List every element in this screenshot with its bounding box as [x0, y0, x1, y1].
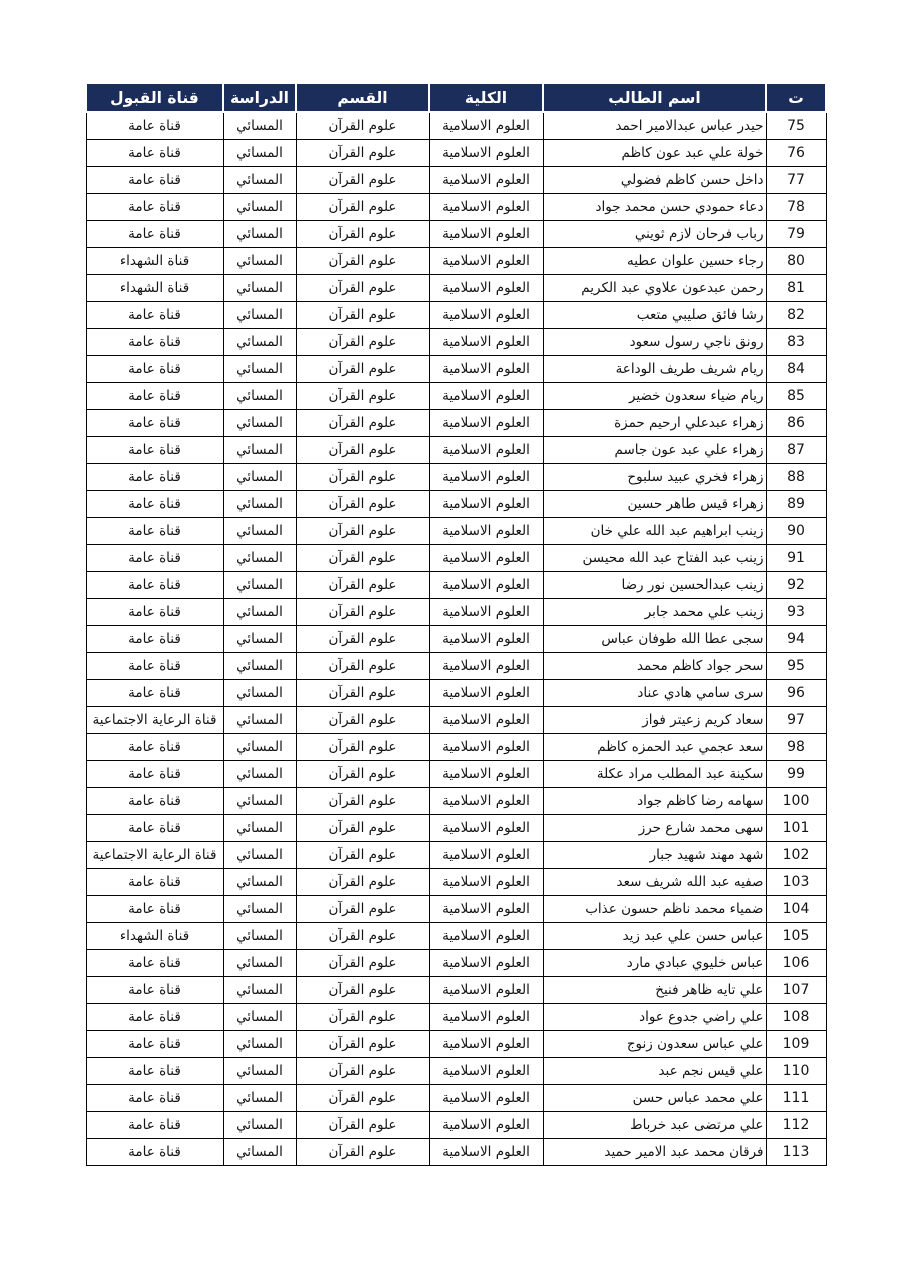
cell-student-name: دعاء حمودي حسن محمد جواد [543, 194, 766, 221]
table-row [86, 329, 826, 356]
table-row [86, 464, 826, 491]
cell-college: العلوم الاسلامية [429, 437, 543, 464]
table-row [86, 1139, 826, 1166]
cell-study-type: المسائي [223, 518, 296, 545]
table-header [86, 83, 826, 112]
cell-study-type: المسائي [223, 302, 296, 329]
cell-department: علوم القرآن [296, 734, 429, 761]
table-row [86, 761, 826, 788]
cell-department: علوم القرآن [296, 1112, 429, 1139]
cell-student-name: ريام ضياء سعدون خضير [543, 383, 766, 410]
cell-admission-channel: قناة عامة [86, 545, 223, 572]
cell-study-type: المسائي [223, 221, 296, 248]
header-cell-number: ت [766, 83, 826, 112]
cell-student-name: رشا فائق صليبي متعب [543, 302, 766, 329]
cell-college: العلوم الاسلامية [429, 1004, 543, 1031]
table-row [86, 221, 826, 248]
cell-college: العلوم الاسلامية [429, 599, 543, 626]
table-row [86, 734, 826, 761]
cell-college: العلوم الاسلامية [429, 950, 543, 977]
cell-department: علوم القرآن [296, 545, 429, 572]
cell-student-name: سكينة عبد المطلب مراد عكلة [543, 761, 766, 788]
cell-study-type: المسائي [223, 896, 296, 923]
cell-admission-channel: قناة عامة [86, 761, 223, 788]
table-row [86, 140, 826, 167]
cell-student-name: زينب عبد الفتاح عبد الله محيسن [543, 545, 766, 572]
cell-admission-channel: قناة عامة [86, 329, 223, 356]
cell-student-name: زهراء قيس طاهر حسين [543, 491, 766, 518]
cell-department: علوم القرآن [296, 167, 429, 194]
cell-department: علوم القرآن [296, 1139, 429, 1166]
cell-admission-channel: قناة عامة [86, 1139, 223, 1166]
table-row [86, 626, 826, 653]
cell-study-type: المسائي [223, 140, 296, 167]
cell-admission-channel: قناة عامة [86, 1112, 223, 1139]
cell-student-name: زهراء عبدعلي ارحيم حمزة [543, 410, 766, 437]
cell-admission-channel: قناة عامة [86, 194, 223, 221]
header-row [86, 83, 826, 112]
cell-college: العلوم الاسلامية [429, 1058, 543, 1085]
cell-admission-channel: قناة عامة [86, 383, 223, 410]
cell-department: علوم القرآن [296, 1031, 429, 1058]
cell-admission-channel: قناة عامة [86, 437, 223, 464]
cell-department: علوم القرآن [296, 140, 429, 167]
cell-college: العلوم الاسلامية [429, 329, 543, 356]
table-row [86, 707, 826, 734]
table-row [86, 653, 826, 680]
table-row [86, 410, 826, 437]
table-row [86, 275, 826, 302]
cell-study-type: المسائي [223, 977, 296, 1004]
cell-college: العلوم الاسلامية [429, 464, 543, 491]
cell-college: العلوم الاسلامية [429, 410, 543, 437]
cell-admission-channel: قناة عامة [86, 896, 223, 923]
cell-study-type: المسائي [223, 329, 296, 356]
cell-department: علوم القرآن [296, 923, 429, 950]
cell-college: العلوم الاسلامية [429, 221, 543, 248]
header-cell-department: القسم [296, 83, 429, 112]
cell-college: العلوم الاسلامية [429, 383, 543, 410]
cell-study-type: المسائي [223, 437, 296, 464]
cell-study-type: المسائي [223, 653, 296, 680]
cell-admission-channel: قناة عامة [86, 734, 223, 761]
cell-study-type: المسائي [223, 869, 296, 896]
cell-number: 78 [766, 194, 826, 221]
table-row [86, 923, 826, 950]
cell-admission-channel: قناة عامة [86, 788, 223, 815]
cell-college: العلوم الاسلامية [429, 977, 543, 1004]
cell-number: 109 [766, 1031, 826, 1058]
cell-number: 97 [766, 707, 826, 734]
cell-number: 96 [766, 680, 826, 707]
cell-number: 86 [766, 410, 826, 437]
cell-college: العلوم الاسلامية [429, 167, 543, 194]
cell-admission-channel: قناة عامة [86, 302, 223, 329]
table-row [86, 302, 826, 329]
cell-number: 76 [766, 140, 826, 167]
table-row [86, 248, 826, 275]
table-body [86, 112, 826, 1166]
cell-number: 99 [766, 761, 826, 788]
cell-number: 90 [766, 518, 826, 545]
cell-college: العلوم الاسلامية [429, 140, 543, 167]
table-row [86, 491, 826, 518]
cell-student-name: علي راضي جدوع عواد [543, 1004, 766, 1031]
cell-student-name: رجاء حسين علوان عطيه [543, 248, 766, 275]
cell-admission-channel: قناة عامة [86, 410, 223, 437]
cell-student-name: علي تايه ظاهر فنيخ [543, 977, 766, 1004]
cell-study-type: المسائي [223, 626, 296, 653]
cell-admission-channel: قناة عامة [86, 1058, 223, 1085]
header-cell-college: الكلية [429, 83, 543, 112]
cell-student-name: سجى عطا الله طوفان عباس [543, 626, 766, 653]
cell-number: 106 [766, 950, 826, 977]
cell-number: 87 [766, 437, 826, 464]
cell-student-name: ريام شريف طريف الوداعة [543, 356, 766, 383]
cell-student-name: داخل حسن كاظم فضولي [543, 167, 766, 194]
cell-department: علوم القرآن [296, 491, 429, 518]
table-row [86, 977, 826, 1004]
cell-admission-channel: قناة عامة [86, 977, 223, 1004]
table-row [86, 383, 826, 410]
cell-department: علوم القرآن [296, 599, 429, 626]
cell-student-name: سعاد كريم زعيتر فواز [543, 707, 766, 734]
cell-number: 80 [766, 248, 826, 275]
cell-student-name: ضمياء محمد ناظم حسون عذاب [543, 896, 766, 923]
table-row [86, 869, 826, 896]
cell-number: 105 [766, 923, 826, 950]
cell-college: العلوم الاسلامية [429, 869, 543, 896]
cell-student-name: رباب فرحان لازم ثويني [543, 221, 766, 248]
table-row [86, 950, 826, 977]
cell-study-type: المسائي [223, 167, 296, 194]
cell-student-name: عباس خليوي عبادي مارد [543, 950, 766, 977]
cell-study-type: المسائي [223, 491, 296, 518]
cell-student-name: سرى سامي هادي عناد [543, 680, 766, 707]
cell-department: علوم القرآن [296, 977, 429, 1004]
cell-department: علوم القرآن [296, 707, 429, 734]
cell-college: العلوم الاسلامية [429, 1085, 543, 1112]
table-row [86, 680, 826, 707]
cell-admission-channel: قناة الشهداء [86, 275, 223, 302]
cell-study-type: المسائي [223, 923, 296, 950]
cell-admission-channel: قناة الشهداء [86, 248, 223, 275]
cell-admission-channel: قناة عامة [86, 626, 223, 653]
cell-department: علوم القرآن [296, 1085, 429, 1112]
cell-study-type: المسائي [223, 1058, 296, 1085]
cell-college: العلوم الاسلامية [429, 680, 543, 707]
cell-college: العلوم الاسلامية [429, 788, 543, 815]
cell-number: 77 [766, 167, 826, 194]
cell-college: العلوم الاسلامية [429, 302, 543, 329]
table-row [86, 1031, 826, 1058]
table-row [86, 112, 826, 140]
cell-number: 112 [766, 1112, 826, 1139]
cell-number: 75 [766, 112, 826, 140]
cell-college: العلوم الاسلامية [429, 1139, 543, 1166]
cell-number: 91 [766, 545, 826, 572]
cell-admission-channel: قناة عامة [86, 491, 223, 518]
header-cell-student-name: اسم الطالب [543, 83, 766, 112]
table-row [86, 167, 826, 194]
cell-admission-channel: قناة عامة [86, 950, 223, 977]
cell-department: علوم القرآن [296, 815, 429, 842]
cell-number: 81 [766, 275, 826, 302]
cell-number: 85 [766, 383, 826, 410]
cell-department: علوم القرآن [296, 302, 429, 329]
cell-study-type: المسائي [223, 734, 296, 761]
cell-study-type: المسائي [223, 464, 296, 491]
cell-student-name: زينب علي محمد جابر [543, 599, 766, 626]
table-row [86, 842, 826, 869]
cell-student-name: خولة علي عبد عون كاظم [543, 140, 766, 167]
cell-study-type: المسائي [223, 410, 296, 437]
cell-department: علوم القرآن [296, 653, 429, 680]
cell-admission-channel: قناة عامة [86, 356, 223, 383]
cell-student-name: سهامه رضا كاظم جواد [543, 788, 766, 815]
cell-student-name: زينب ابراهيم عبد الله علي خان [543, 518, 766, 545]
cell-department: علوم القرآن [296, 950, 429, 977]
cell-college: العلوم الاسلامية [429, 707, 543, 734]
table-row [86, 1058, 826, 1085]
cell-student-name: زهراء فخري عبيد سلبوح [543, 464, 766, 491]
cell-college: العلوم الاسلامية [429, 842, 543, 869]
cell-student-name: علي محمد عباس حسن [543, 1085, 766, 1112]
cell-admission-channel: قناة عامة [86, 815, 223, 842]
cell-admission-channel: قناة عامة [86, 1085, 223, 1112]
cell-admission-channel: قناة عامة [86, 140, 223, 167]
cell-department: علوم القرآن [296, 437, 429, 464]
cell-study-type: المسائي [223, 1085, 296, 1112]
cell-number: 108 [766, 1004, 826, 1031]
cell-department: علوم القرآن [296, 329, 429, 356]
header-cell-admission-channel: قناة القبول [86, 83, 223, 112]
cell-college: العلوم الاسلامية [429, 653, 543, 680]
students-table [85, 82, 827, 1166]
cell-college: العلوم الاسلامية [429, 761, 543, 788]
cell-study-type: المسائي [223, 1004, 296, 1031]
cell-number: 89 [766, 491, 826, 518]
table-row [86, 1004, 826, 1031]
cell-department: علوم القرآن [296, 1004, 429, 1031]
cell-college: العلوم الاسلامية [429, 356, 543, 383]
cell-department: علوم القرآن [296, 572, 429, 599]
cell-number: 104 [766, 896, 826, 923]
cell-college: العلوم الاسلامية [429, 491, 543, 518]
cell-study-type: المسائي [223, 1031, 296, 1058]
cell-department: علوم القرآن [296, 464, 429, 491]
cell-college: العلوم الاسلامية [429, 626, 543, 653]
cell-student-name: فرقان محمد عبد الامير حميد [543, 1139, 766, 1166]
cell-number: 113 [766, 1139, 826, 1166]
cell-admission-channel: قناة عامة [86, 167, 223, 194]
cell-study-type: المسائي [223, 194, 296, 221]
cell-department: علوم القرآن [296, 869, 429, 896]
table-row [86, 599, 826, 626]
cell-department: علوم القرآن [296, 356, 429, 383]
cell-admission-channel: قناة الرعاية الاجتماعية [86, 707, 223, 734]
cell-student-name: علي قيس نجم عبد [543, 1058, 766, 1085]
cell-student-name: حيدر عباس عبدالامير احمد [543, 112, 766, 140]
table-row [86, 1085, 826, 1112]
cell-department: علوم القرآن [296, 896, 429, 923]
table-row [86, 896, 826, 923]
cell-college: العلوم الاسلامية [429, 734, 543, 761]
cell-student-name: رونق ناجي رسول سعود [543, 329, 766, 356]
cell-number: 107 [766, 977, 826, 1004]
cell-study-type: المسائي [223, 383, 296, 410]
cell-department: علوم القرآن [296, 112, 429, 140]
cell-college: العلوم الاسلامية [429, 572, 543, 599]
cell-number: 102 [766, 842, 826, 869]
cell-number: 98 [766, 734, 826, 761]
cell-department: علوم القرآن [296, 410, 429, 437]
cell-college: العلوم الاسلامية [429, 923, 543, 950]
header-cell-study-type: الدراسة [223, 83, 296, 112]
cell-study-type: المسائي [223, 842, 296, 869]
cell-student-name: علي مرتضى عبد خرباط [543, 1112, 766, 1139]
cell-admission-channel: قناة عامة [86, 653, 223, 680]
cell-number: 82 [766, 302, 826, 329]
table-row [86, 815, 826, 842]
cell-study-type: المسائي [223, 599, 296, 626]
cell-student-name: علي عباس سعدون زنوج [543, 1031, 766, 1058]
cell-department: علوم القرآن [296, 194, 429, 221]
cell-department: علوم القرآن [296, 761, 429, 788]
cell-admission-channel: قناة عامة [86, 680, 223, 707]
cell-admission-channel: قناة عامة [86, 112, 223, 140]
cell-college: العلوم الاسلامية [429, 518, 543, 545]
cell-study-type: المسائي [223, 112, 296, 140]
cell-department: علوم القرآن [296, 680, 429, 707]
table-row [86, 788, 826, 815]
cell-admission-channel: قناة عامة [86, 464, 223, 491]
cell-study-type: المسائي [223, 572, 296, 599]
table-row [86, 1112, 826, 1139]
cell-admission-channel: قناة عامة [86, 1004, 223, 1031]
cell-number: 83 [766, 329, 826, 356]
cell-study-type: المسائي [223, 707, 296, 734]
cell-college: العلوم الاسلامية [429, 1112, 543, 1139]
cell-admission-channel: قناة عامة [86, 599, 223, 626]
cell-study-type: المسائي [223, 950, 296, 977]
cell-study-type: المسائي [223, 1139, 296, 1166]
cell-college: العلوم الاسلامية [429, 112, 543, 140]
cell-department: علوم القرآن [296, 788, 429, 815]
cell-department: علوم القرآن [296, 626, 429, 653]
cell-student-name: سحر جواد كاظم محمد [543, 653, 766, 680]
cell-admission-channel: قناة عامة [86, 1031, 223, 1058]
cell-number: 88 [766, 464, 826, 491]
cell-study-type: المسائي [223, 356, 296, 383]
cell-number: 92 [766, 572, 826, 599]
cell-college: العلوم الاسلامية [429, 194, 543, 221]
cell-study-type: المسائي [223, 545, 296, 572]
cell-department: علوم القرآن [296, 842, 429, 869]
cell-admission-channel: قناة عامة [86, 869, 223, 896]
table-row [86, 572, 826, 599]
cell-college: العلوم الاسلامية [429, 1031, 543, 1058]
cell-number: 93 [766, 599, 826, 626]
table-row [86, 356, 826, 383]
cell-admission-channel: قناة الشهداء [86, 923, 223, 950]
cell-college: العلوم الاسلامية [429, 545, 543, 572]
cell-college: العلوم الاسلامية [429, 275, 543, 302]
cell-study-type: المسائي [223, 761, 296, 788]
cell-study-type: المسائي [223, 275, 296, 302]
cell-admission-channel: قناة عامة [86, 221, 223, 248]
cell-admission-channel: قناة عامة [86, 572, 223, 599]
cell-student-name: صفيه عبد الله شريف سعد [543, 869, 766, 896]
table-row [86, 518, 826, 545]
table-row [86, 545, 826, 572]
cell-student-name: سهى محمد شارع حرز [543, 815, 766, 842]
cell-student-name: شهد مهند شهيد جبار [543, 842, 766, 869]
cell-study-type: المسائي [223, 1112, 296, 1139]
cell-study-type: المسائي [223, 788, 296, 815]
cell-department: علوم القرآن [296, 221, 429, 248]
cell-department: علوم القرآن [296, 383, 429, 410]
cell-number: 101 [766, 815, 826, 842]
cell-department: علوم القرآن [296, 1058, 429, 1085]
cell-student-name: عباس حسن علي عبد زيد [543, 923, 766, 950]
cell-number: 79 [766, 221, 826, 248]
cell-department: علوم القرآن [296, 275, 429, 302]
cell-department: علوم القرآن [296, 518, 429, 545]
cell-number: 84 [766, 356, 826, 383]
cell-college: العلوم الاسلامية [429, 815, 543, 842]
table-row [86, 437, 826, 464]
cell-department: علوم القرآن [296, 248, 429, 275]
cell-college: العلوم الاسلامية [429, 896, 543, 923]
cell-study-type: المسائي [223, 680, 296, 707]
cell-admission-channel: قناة عامة [86, 518, 223, 545]
cell-number: 94 [766, 626, 826, 653]
cell-number: 95 [766, 653, 826, 680]
cell-study-type: المسائي [223, 815, 296, 842]
cell-student-name: زينب عبدالحسين نور رضا [543, 572, 766, 599]
cell-admission-channel: قناة الرعاية الاجتماعية [86, 842, 223, 869]
cell-number: 110 [766, 1058, 826, 1085]
cell-number: 103 [766, 869, 826, 896]
cell-student-name: سعد عجمي عبد الحمزه كاظم [543, 734, 766, 761]
cell-college: العلوم الاسلامية [429, 248, 543, 275]
cell-student-name: زهراء علي عبد عون جاسم [543, 437, 766, 464]
cell-study-type: المسائي [223, 248, 296, 275]
cell-number: 100 [766, 788, 826, 815]
table-row [86, 194, 826, 221]
cell-number: 111 [766, 1085, 826, 1112]
cell-student-name: رحمن عبدعون علاوي عبد الكريم [543, 275, 766, 302]
